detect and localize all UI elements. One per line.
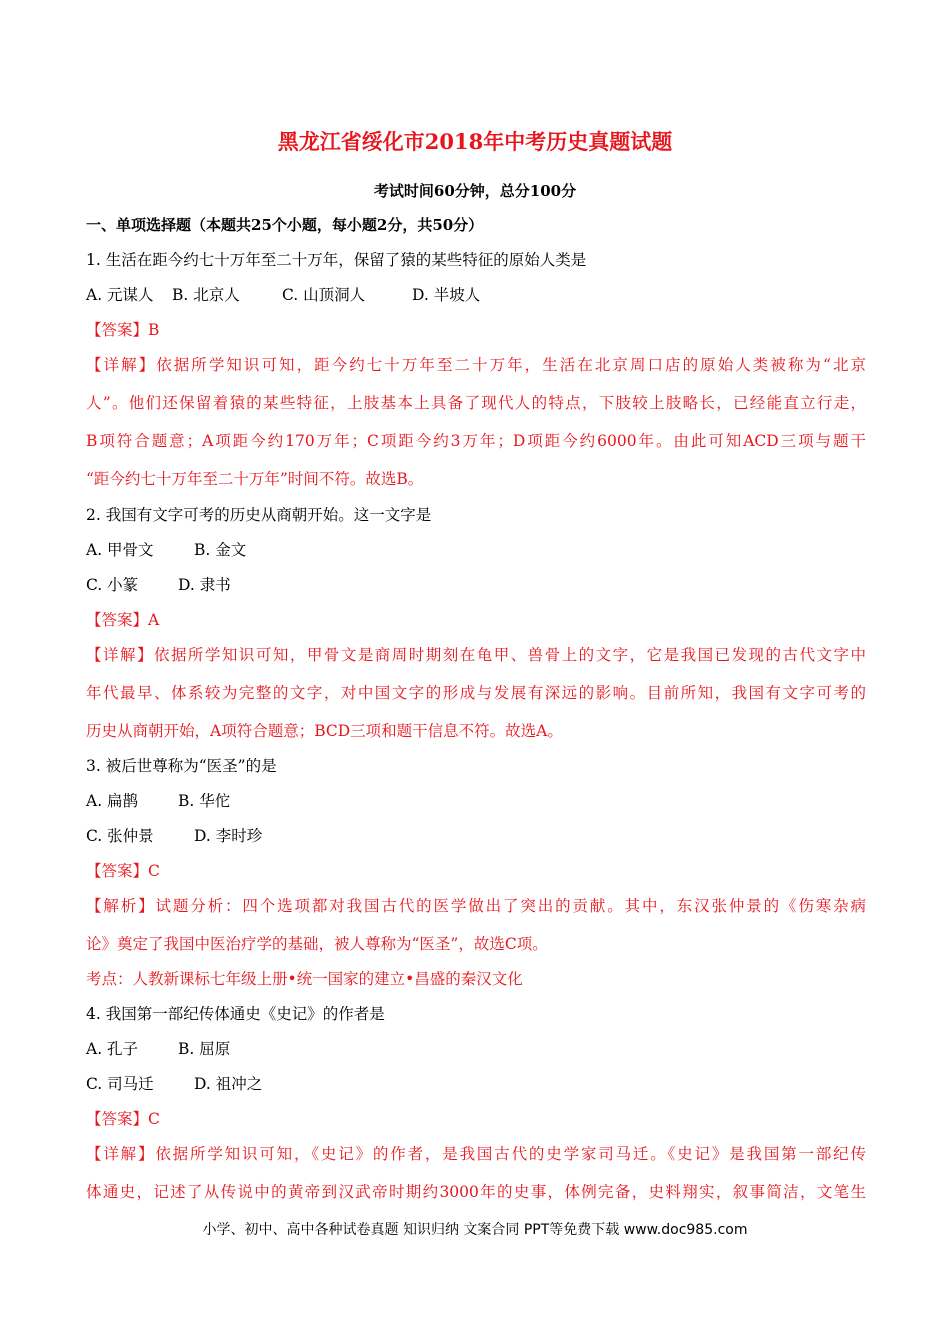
question-1-options <box>86 285 480 305</box>
option-d: D. 祖冲之 <box>194 1075 263 1093</box>
question-1-detail-line: 【详解】依据所学知识可知，距今约七十万年至二十万年，生活在北京周口店的原始人类被称为“北京 <box>86 356 866 374</box>
question-3-stem: 3. 被后世尊称为“医圣”的是 <box>86 757 277 775</box>
option-b: B. 金文 <box>194 541 247 559</box>
question-3-detail-line: 【解析】试题分析：四个选项都对我国古代的医学做出了突出的贡献。其中，东汉张仲景的《伤寒杂病 <box>86 897 866 915</box>
question-2-detail-line: 年代最早、体系较为完整的文字，对中国文字的形成与发展有深远的影响。目前所知，我国有文字可考的 <box>86 684 866 702</box>
option-b: B. 华佗 <box>178 792 231 810</box>
question-2-stem: 2. 我国有文字可考的历史从商朝开始。这一文字是 <box>86 506 432 524</box>
question-1-detail-line: B项符合题意；A项距今约170万年；C项距今约3万年；D项距今约6000年。由此可知ACD三项与题干 <box>86 432 866 450</box>
question-1-detail-line: “距今约七十万年至二十万年”时间不符。故选B。 <box>86 470 424 488</box>
option-a: A. 孔子 <box>86 1040 139 1058</box>
option-a: A. 扁鹊 <box>86 792 139 810</box>
question-4-detail-line: 【详解】依据所学知识可知，《史记》的作者，是我国古代的史学家司马迁。《史记》是我国第一部纪传 <box>86 1145 866 1163</box>
question-3-options-row <box>86 826 262 846</box>
question-3-detail-line: 论》奠定了我国中医治疗学的基础，被人尊称为“医圣”，故选C项。 <box>86 935 548 953</box>
question-3-answer: 【答案】C <box>86 862 160 880</box>
question-4-detail-line: 体通史，记述了从传说中的黄帝到汉武帝时期约3000年的史事，体例完备，史料翔实，叙事简洁，文笔生 <box>86 1183 866 1201</box>
question-1-answer: 【答案】B <box>86 321 160 339</box>
question-4-options-row <box>86 1074 262 1094</box>
option-c: C. 司马迁 <box>86 1075 154 1093</box>
question-2-detail-line: 历史从商朝开始，A项符合题意；BCD三项和题干信息不符。故选A。 <box>86 722 563 740</box>
option-d: D. 隶书 <box>178 576 231 594</box>
option-b: B. 屈原 <box>178 1040 231 1058</box>
option-b: B. 北京人 <box>172 286 240 304</box>
document-title: 黑龙江省绥化市2018年中考历史真题试题 <box>277 129 673 154</box>
question-3-options-row <box>86 791 230 811</box>
option-d: D. 半坡人 <box>412 286 481 304</box>
question-1-detail-line: 人”。他们还保留着猿的某些特征，上肢基本上具备了现代人的特点，下肢较上肢略长，已经能直立行走， <box>86 394 866 412</box>
question-2-answer: 【答案】A <box>86 611 160 629</box>
question-2-options-row <box>86 540 246 560</box>
option-a: A. 甲骨文 <box>86 541 154 559</box>
exam-info: 考试时间60分钟，总分100分 <box>373 182 577 200</box>
question-4-stem: 4. 我国第一部纪传体通史《史记》的作者是 <box>86 1005 385 1023</box>
question-4-options-row <box>86 1039 230 1059</box>
question-2-detail-line: 【详解】依据所学知识可知，甲骨文是商周时期刻在龟甲、兽骨上的文字，它是我国已发现的古代文字中 <box>86 646 866 664</box>
page-footer: 小学、初中、高中各种试卷真题 知识归纳 文案合同 PPT等免费下载 www.doc985.com <box>202 1222 748 1238</box>
question-3-kaodian: 考点：人教新课标七年级上册•统一国家的建立•昌盛的秦汉文化 <box>86 970 523 988</box>
option-d: D. 李时珍 <box>194 827 263 845</box>
option-a: A. 元谋人 <box>86 286 154 304</box>
option-c: C. 山顶洞人 <box>282 286 366 304</box>
question-4-answer: 【答案】C <box>86 1110 160 1128</box>
question-1-stem: 1. 生活在距今约七十万年至二十万年，保留了猿的某些特征的原始人类是 <box>86 251 587 269</box>
option-c: C. 张仲景 <box>86 827 154 845</box>
question-2-options-row <box>86 575 231 595</box>
option-c: C. 小篆 <box>86 576 139 594</box>
section-heading: 一、单项选择题（本题共25个小题，每小题2分，共50分） <box>86 216 484 234</box>
